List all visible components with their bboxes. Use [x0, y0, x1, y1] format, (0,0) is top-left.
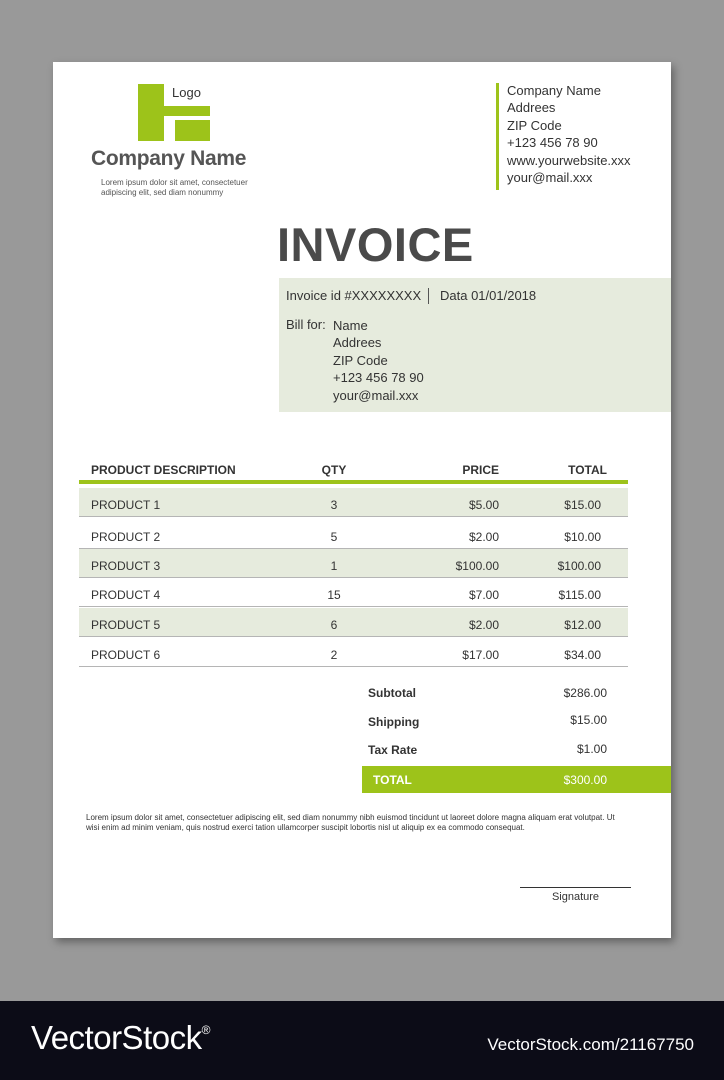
contact-address: Addrees: [507, 100, 556, 116]
table-row: [79, 488, 628, 517]
tagline-line: Lorem ipsum dolor sit amet, consectetuer: [101, 178, 248, 187]
footer-note: [86, 813, 646, 833]
cell-description: PRODUCT 2: [91, 530, 161, 544]
signature-label: Signature: [551, 891, 600, 903]
invoice-date: Data 01/01/2018: [440, 288, 537, 303]
bill-address: Addrees: [333, 335, 382, 351]
vectorstock-logo-text: VectorStock: [31, 1019, 202, 1056]
bill-phone: +123 456 78 90: [333, 370, 424, 386]
column-header-price: PRICE: [462, 463, 499, 477]
column-header-total: TOTAL: [568, 463, 607, 477]
shipping-label: Shipping: [368, 715, 420, 729]
cell-price: $2.00: [468, 618, 499, 632]
tagline-line: adipiscing elit, sed diam nonummy: [101, 188, 224, 197]
table-row: [79, 638, 628, 667]
contact-phone: +123 456 78 90: [507, 135, 598, 151]
cell-qty: 5: [330, 530, 338, 544]
cell-qty: 2: [330, 648, 338, 662]
cell-description: PRODUCT 1: [91, 498, 161, 512]
cell-price: $100.00: [455, 559, 499, 573]
logo-icon-bar: [164, 106, 210, 116]
bill-for-details: [333, 317, 424, 404]
tax-value: $1.00: [576, 742, 607, 756]
table-row: [79, 549, 628, 578]
contact-website: www.yourwebsite.xxx: [507, 152, 631, 168]
contact-company: Company Name: [507, 83, 601, 98]
signature-line: [520, 887, 631, 888]
column-header-description: PRODUCT DESCRIPTION: [91, 463, 236, 477]
total-label: TOTAL: [373, 773, 412, 787]
total-value: $300.00: [563, 773, 607, 787]
footer-note-line: wisi enim ad minim veniam, quis nostrud exerci tation ullamcorper suscipit lobortis nisl ut aliquip ex ea commodo consequat.: [86, 823, 525, 832]
cell-description: PRODUCT 3: [91, 559, 161, 573]
bill-email: your@mail.xxx: [333, 387, 419, 403]
contact-accent-bar: [496, 83, 499, 190]
table-row: [79, 608, 628, 637]
cell-description: PRODUCT 4: [91, 588, 161, 602]
cell-price: $5.00: [468, 498, 499, 512]
footer-note-line: Lorem ipsum dolor sit amet, consectetuer adipiscing elit, sed diam nonummy nibh euismod tincidunt ut laoreet dolore magna aliquam erat volutpat. Ut: [86, 813, 615, 822]
cell-total: $15.00: [564, 498, 601, 512]
cell-price: $2.00: [468, 530, 499, 544]
subtotal-label: Subtotal: [368, 686, 416, 700]
watermark-bar: [0, 1001, 724, 1080]
logo-icon: [138, 84, 164, 141]
contact-block: [507, 82, 631, 186]
cell-qty: 15: [327, 588, 341, 602]
table-row: [79, 578, 628, 607]
cell-total: $115.00: [558, 588, 601, 602]
cell-total: $34.00: [564, 648, 601, 662]
invoice-id: Invoice id #XXXXXXXX: [286, 288, 422, 303]
company-name: Company Name: [91, 147, 247, 170]
cell-price: $7.00: [468, 588, 499, 602]
cell-qty: 1: [330, 559, 338, 573]
tax-label: Tax Rate: [368, 743, 418, 757]
cell-qty: 6: [330, 618, 338, 632]
bill-zip: ZIP Code: [333, 352, 388, 368]
column-header-qty: QTY: [321, 463, 347, 477]
contact-zip: ZIP Code: [507, 117, 562, 133]
cell-price: $17.00: [462, 648, 499, 662]
shipping-value: $15.00: [570, 713, 607, 727]
company-tagline: [101, 178, 271, 198]
logo-icon-block: [175, 120, 210, 141]
invoice-separator: [428, 288, 429, 304]
cell-qty: 3: [330, 498, 338, 512]
vectorstock-logo: [31, 1019, 210, 1057]
table-row: [79, 520, 628, 549]
cell-total: $100.00: [557, 559, 601, 573]
image-id: VectorStock.com/21167750: [487, 1035, 694, 1054]
table-header-rule: [79, 480, 628, 484]
cell-description: PRODUCT 5: [91, 618, 161, 632]
bill-for-label: Bill for:: [286, 317, 326, 332]
subtotal-value: $286.00: [563, 686, 607, 700]
cell-total: $10.00: [564, 530, 601, 544]
cell-description: PRODUCT 6: [91, 648, 161, 662]
bill-name: Name: [333, 318, 368, 333]
registered-mark: ®: [201, 1023, 210, 1037]
contact-email: your@mail.xxx: [507, 170, 593, 186]
invoice-title: INVOICE: [277, 218, 474, 271]
cell-total: $12.00: [564, 618, 601, 632]
logo-label: Logo: [172, 85, 201, 100]
invoice-sheet: [53, 62, 671, 938]
